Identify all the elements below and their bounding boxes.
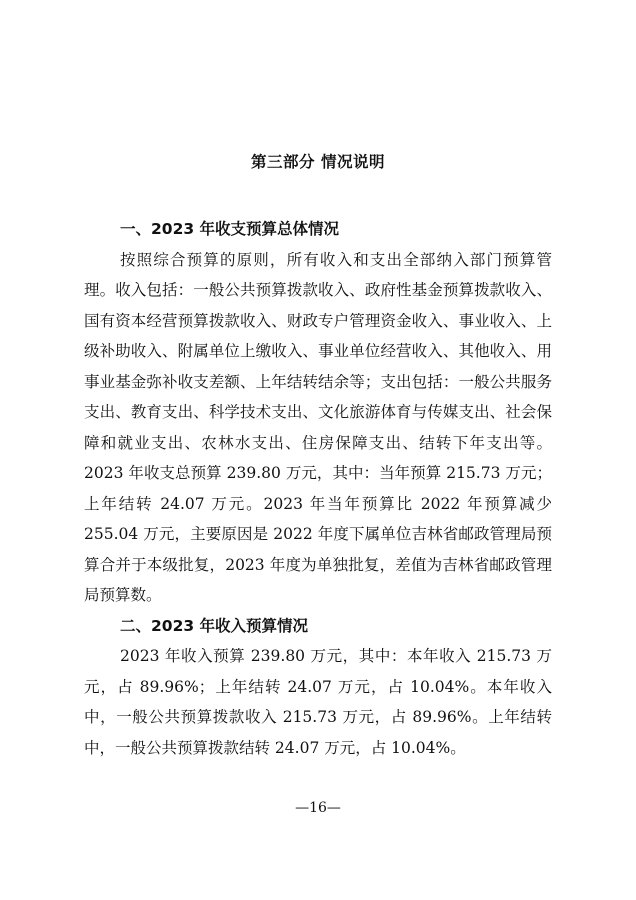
section-2-paragraph: 2023 年收入预算 239.80 万元，其中：本年收入 215.73 万元，占 89.96%；上年结转 24.07 万元，占 10.04%。本年收入中，一般公共预算拨款收入 215.73 万元，占 89.96%。上年结转中，一般公共预算拨款结转 24.07 万元，占 10.04%。 — [84, 647, 552, 757]
section-2-heading: 二、2023 年收入预算情况 — [120, 616, 309, 635]
page-number: —16— — [295, 800, 341, 816]
part-title: 第三部分 情况说明 — [251, 153, 385, 171]
section-1-heading: 一、2023 年收支预算总体情况 — [120, 220, 340, 238]
document-body — [84, 214, 552, 763]
section-1-paragraph: 按照综合预算的原则，所有收入和支出全部纳入部门预算管理。收入包括：一般公共预算拨款收入、政府性基金预算拨款收入、国有资本经营预算拨款收入、财政专户管理资金收入、事业收入、上级补助收入、附属单位上缴收入、事业单位经营收入、其他收入、用事业基金弥补收支差额、上年结转结余等；支出包括：一般公共服务支出、教育支出、科学技术支出、文化旅游体育与传媒支出、社会保障和就业支出、农林水支出、住房保障支出、结转下年支出等。2023 年收支总预算 239.80 万元，其中：当年预算 215.73 万元；上年结转 24.07 万元。2023 年当年预算比 2022 年预算减少 255.04 万元，主要原因是 2022 年度下属单位吉林省邮政管理局预算合并于本级批复，2023 年度为单独批复，差值为吉林省邮政管理局预算数。 — [84, 250, 552, 604]
